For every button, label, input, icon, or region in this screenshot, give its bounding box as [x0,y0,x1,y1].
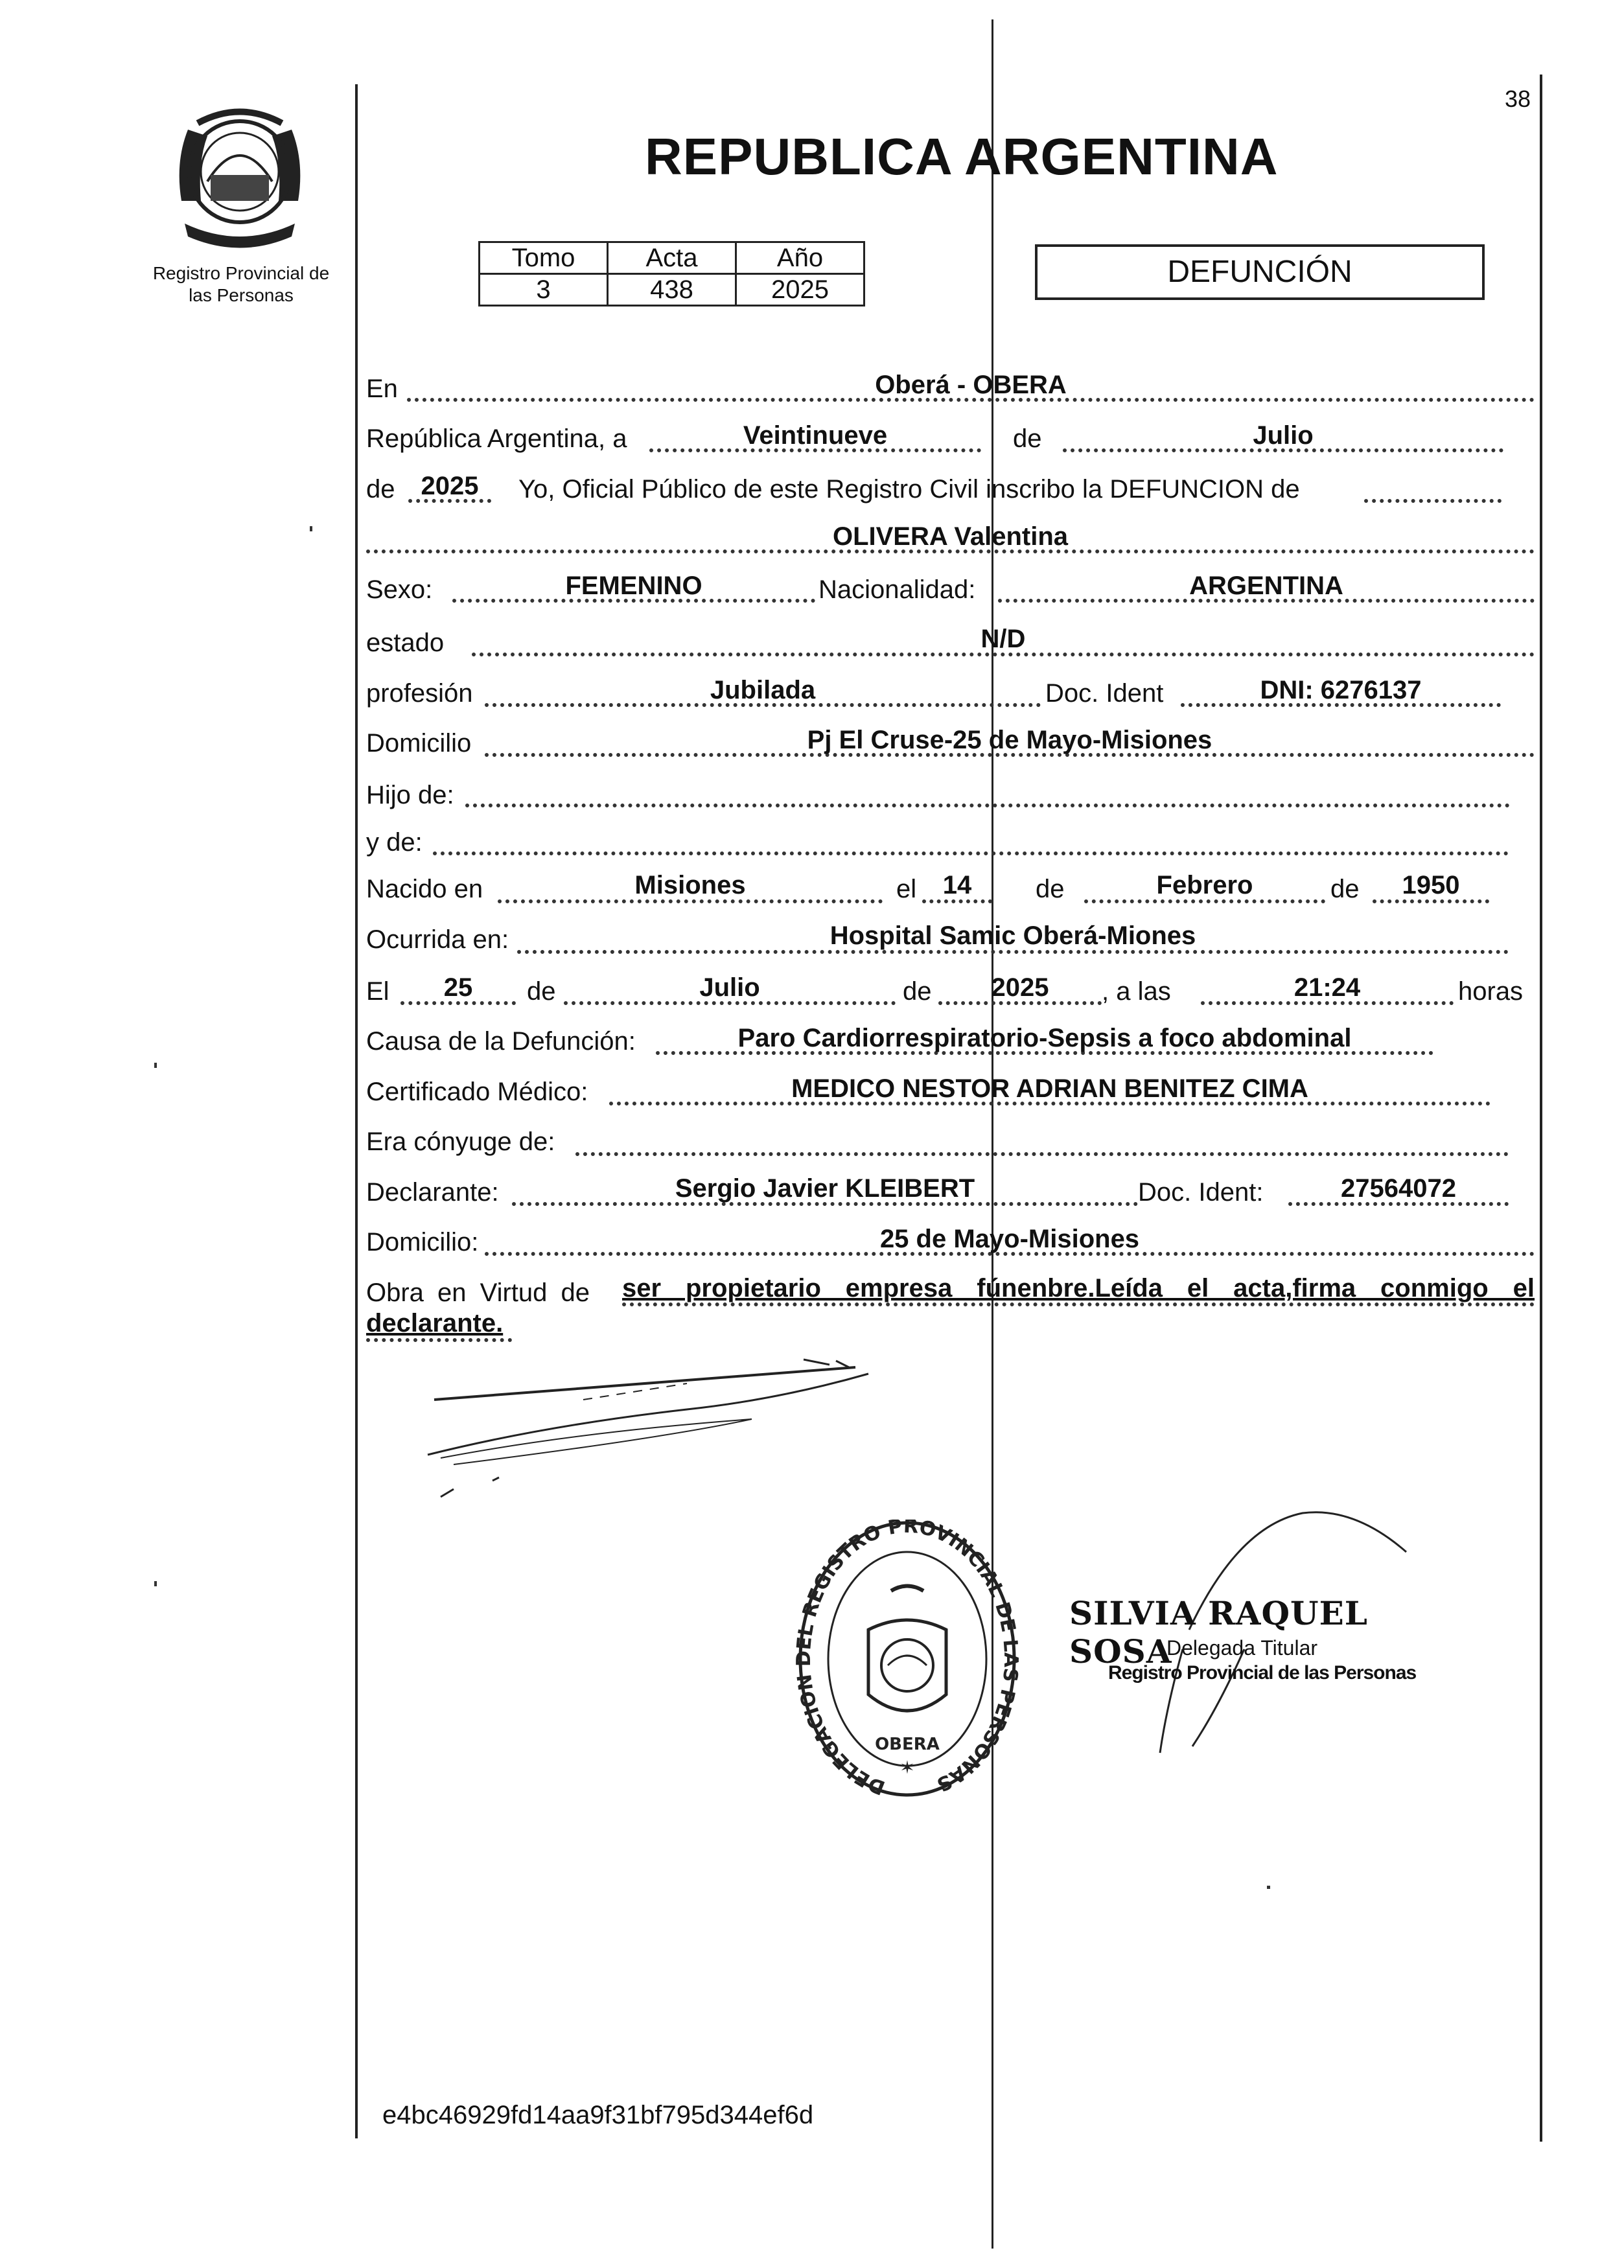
hijo-line [465,804,1510,807]
en-label: En [366,375,398,403]
anio-header: Año [736,242,864,274]
nacido-mes-value: Febrero [1156,871,1253,899]
horas-label: horas [1458,977,1524,1006]
nacido-lugar-value: Misiones [634,871,746,899]
conyuge-line [575,1152,1509,1156]
tomo-header: Tomo [480,242,608,274]
right-margin-line [1540,75,1542,2142]
svg-text:✶: ✶ [899,1757,915,1778]
causa-value: Paro Cardiorrespiratorio-Sepsis a foco abdominal [737,1024,1352,1052]
stamp-ring-text: DELEGACION DEL REGISTRO PROVINCIAL DE LAS PERSONAS [794,1520,1021,1799]
record-reference-table [478,241,865,307]
doc2-value: 27564072 [1341,1174,1456,1203]
ocurrida-label: Ocurrida en: [366,925,509,954]
de-label: de [1013,424,1042,453]
domicilio-value: Pj El Cruse-25 de Mayo-Misiones [807,726,1212,754]
provincial-seal [162,104,318,253]
nacido-label: Nacido en [366,875,483,903]
alas-label: , a las [1102,977,1171,1006]
registrar-name: SILVIA RAQUEL SOSA [1069,1594,1368,1671]
nacionalidad-label: Nacionalidad: [818,575,976,604]
page-title: REPUBLICA ARGENTINA [645,128,1279,185]
year-value: 2025 [421,472,479,500]
scan-fold-line [992,19,993,2249]
de5-label: de [903,977,932,1006]
profesion-label: profesión [366,679,473,708]
registrar-org: Registro Provincial de las Personas [1108,1662,1417,1684]
obra-text-line1: ser propietario empresa fúnenbre.Leída el acta,firma conmigo el [622,1274,1535,1302]
def-dia-value: 25 [443,973,473,1002]
nacido-dia-value: 14 [942,871,972,899]
ocurrida-value: Hospital Samic Oberá-Miones [829,921,1196,950]
el2-label: El [366,977,389,1006]
doc-label: Doc. Ident [1045,679,1164,708]
acta-value: 438 [608,274,736,306]
certificado-label: Certificado Médico: [366,1078,588,1106]
causa-label: Causa de la Defunción: [366,1027,636,1056]
domicilio-label: Domicilio [366,729,472,758]
declarante-value: Sergio Javier KLEIBERT [675,1174,975,1203]
official-stamp [794,1520,1021,1821]
certificado-value: MEDICO NESTOR ADRIAN BENITEZ CIMA [791,1074,1308,1103]
de3-label: de [1330,875,1360,903]
hijo-label: Hijo de: [366,781,454,809]
declarant-signature [415,1348,920,1507]
statement-text: Yo, Oficial Público de este Registro Civil inscribo la DEFUNCION de [518,475,1300,503]
yde-line [433,851,1509,855]
document-hash: e4bc46929fd14aa9f31bf795d344ef6d [382,2101,814,2129]
obra-text-line2: declarante. [366,1309,504,1337]
stamp-city: OBERA [875,1735,940,1754]
place-value: Oberá - OBERA [875,371,1067,399]
nacionalidad-value: ARGENTINA [1189,572,1343,600]
de2-label: de [1036,875,1065,903]
estado-value: N/D [980,625,1026,653]
el-label: el [896,875,917,903]
doc2-label: Doc. Ident: [1138,1178,1264,1207]
de4-label: de [527,977,556,1006]
deceased-name-value: OLIVERA Valentina [832,522,1069,551]
doc-value: DNI: 6276137 [1260,676,1422,704]
left-margin-line [355,84,358,2138]
year-de-label: de [366,475,395,503]
nacido-anio-value: 1950 [1402,871,1460,899]
declarante-label: Declarante: [366,1178,499,1207]
day-words-value: Veintinueve [743,421,888,450]
issuing-organization: Registro Provincial de las Personas [152,263,330,305]
acta-header: Acta [608,242,736,274]
sexo-value: FEMENINO [565,572,702,600]
republica-label: República Argentina, a [366,424,627,453]
profesion-value: Jubilada [710,676,816,704]
page-number: 38 [1505,86,1531,112]
anio-value: 2025 [736,274,864,306]
month-value: Julio [1253,421,1314,450]
record-type-box: DEFUNCIÓN [1035,244,1485,300]
scan-speck [310,526,312,531]
sexo-label: Sexo: [366,575,433,604]
def-anio-value: 2025 [991,973,1049,1002]
def-hora-value: 21:24 [1293,973,1361,1002]
estado-label: estado [366,629,445,657]
registrar-role: Delegada Titular [1166,1636,1318,1660]
yde-label: y de: [366,828,423,857]
statement-line [1364,499,1502,503]
domicilio2-label: Domicilio: [366,1228,479,1256]
scan-speck [1267,1886,1270,1889]
scan-speck [154,1063,157,1068]
scan-speck [154,1581,157,1586]
obra-label: Obra en Virtud de [366,1279,590,1307]
registrar-signature-block [1069,1487,1432,1759]
domicilio2-value: 25 de Mayo-Misiones [879,1225,1140,1253]
conyuge-label: Era cónyuge de: [366,1128,555,1156]
tomo-value: 3 [480,274,608,306]
def-mes-value: Julio [699,973,760,1002]
obra-line2 [366,1338,512,1342]
